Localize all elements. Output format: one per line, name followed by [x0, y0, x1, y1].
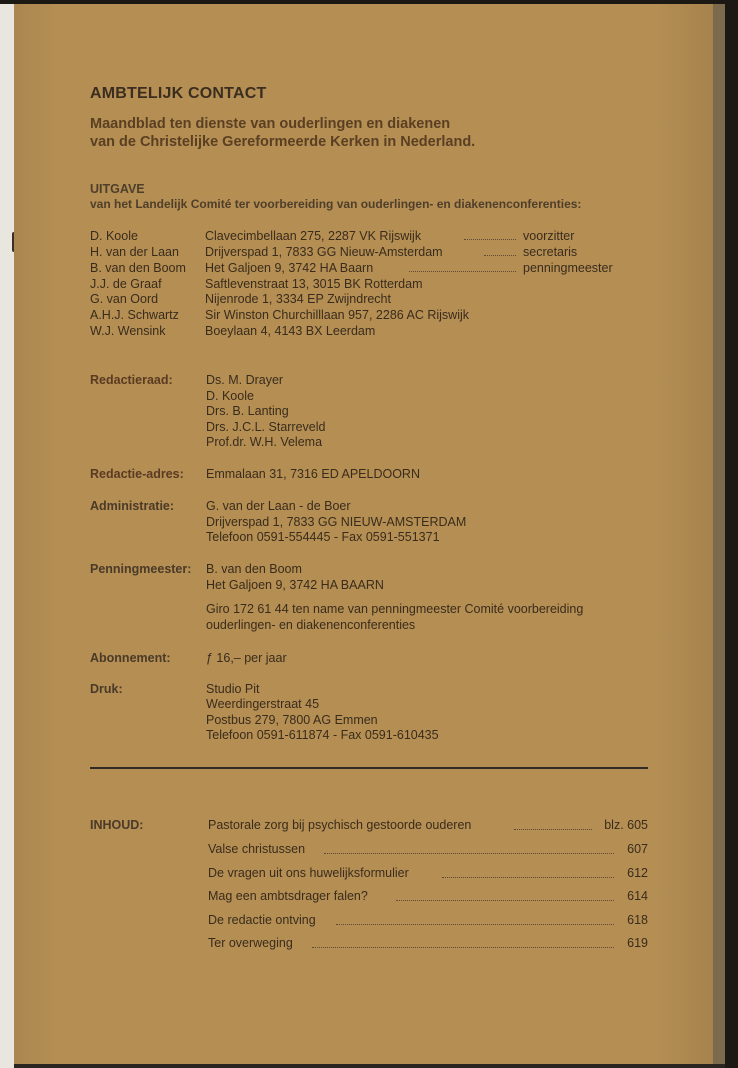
toc-item-title: Mag een ambtsdrager falen? [208, 889, 368, 903]
toc-item-page: 614 [627, 889, 648, 903]
member-address: Boeylaan 4, 4143 BX Leerdam [205, 324, 376, 338]
member-name: D. Koole [90, 229, 138, 243]
member-role: secretaris [523, 245, 578, 259]
druk-line: Weerdingerstraat 45 [206, 697, 320, 711]
giro-line: Giro 172 61 44 ten name van penningmeester Comité voorbereiding [206, 602, 584, 616]
left-page-edge [0, 0, 14, 1068]
member-name: B. van den Boom [90, 261, 186, 275]
redactieraad-member: Drs. J.C.L. Starreveld [206, 420, 326, 434]
redactie-adres-label: Redactie-adres: [90, 467, 184, 481]
member-name: W.J. Wensink [90, 324, 166, 338]
toc-item-title: Pastorale zorg bij psychisch gestoorde ouderen [208, 818, 472, 832]
toc-item-page: 607 [627, 842, 648, 856]
redactieraad-member: Ds. M. Drayer [206, 373, 284, 387]
leader-dots [514, 829, 592, 830]
redactieraad-member: D. Koole [206, 389, 254, 403]
administratie-line: G. van der Laan - de Boer [206, 499, 351, 513]
member-name: G. van Oord [90, 292, 159, 306]
druk-label: Druk: [90, 682, 123, 696]
toc-item-title: De redactie ontving [208, 913, 316, 927]
druk-line: Telefoon 0591-611874 - Fax 0591-610435 [206, 728, 439, 742]
member-name: H. van der Laan [90, 245, 179, 259]
toc-item-page: 618 [627, 913, 648, 927]
leader-dots [396, 900, 614, 901]
masthead-subtitle-1: Maandblad ten dienste van ouderlingen en diakenen [90, 116, 451, 132]
member-address: Sir Winston Churchilllaan 957, 2286 AC Rijswijk [205, 308, 470, 322]
member-address: Het Galjoen 9, 3742 HA Baarn [205, 261, 374, 275]
member-address: Clavecimbellaan 275, 2287 VK Rijswijk [205, 229, 422, 243]
penningmeester-line: Het Galjoen 9, 3742 HA BAARN [206, 578, 384, 592]
leader-dots [312, 947, 614, 948]
druk-line: Postbus 279, 7800 AG Emmen [206, 713, 378, 727]
member-name: J.J. de Graaf [90, 277, 162, 291]
leader-dots [324, 853, 614, 854]
member-role: penningmeester [523, 261, 613, 275]
inhoud-label: INHOUD: [90, 818, 144, 832]
publisher-subheading: van het Landelijk Comité ter voorbereiding van ouderlingen- en diakenenconferenties: [90, 197, 582, 211]
member-name: A.H.J. Schwartz [90, 308, 179, 322]
right-shadow [725, 0, 738, 1068]
redactieraad-member: Drs. B. Lanting [206, 404, 289, 418]
leader-dots [409, 271, 516, 272]
toc-item-page: blz. 605 [604, 818, 648, 832]
toc-item-page: 612 [627, 866, 648, 880]
administratie-line: Telefoon 0591-554445 - Fax 0591-551371 [206, 530, 440, 544]
giro-line: ouderlingen- en diakenenconferenties [206, 618, 416, 632]
redactie-adres-value: Emmalaan 31, 7316 ED APELDOORN [206, 467, 420, 481]
divider-rule [90, 767, 648, 769]
toc-item-title: De vragen uit ons huwelijksformulier [208, 866, 409, 880]
member-address: Nijenrode 1, 3334 EP Zwijndrecht [205, 292, 391, 306]
publisher-heading: UITGAVE [90, 182, 145, 196]
masthead-title: AMBTELIJK CONTACT [90, 85, 267, 102]
redactieraad-member: Prof.dr. W.H. Velema [206, 435, 323, 449]
penningmeester-label: Penningmeester: [90, 562, 192, 576]
penningmeester-line: B. van den Boom [206, 562, 302, 576]
member-address: Saftlevenstraat 13, 3015 BK Rotterdam [205, 277, 423, 291]
leader-dots [464, 239, 516, 240]
abonnement-value: ƒ 16,– per jaar [206, 651, 287, 665]
administratie-line: Drijverspad 1, 7833 GG NIEUW-AMSTERDAM [206, 515, 467, 529]
member-role: voorzitter [523, 229, 575, 243]
toc-item-title: Valse christussen [208, 842, 306, 856]
member-address: Drijverspad 1, 7833 GG Nieuw-Amsterdam [205, 245, 443, 259]
masthead-subtitle-2: van de Christelijke Gereformeerde Kerken in Nederland. [90, 134, 476, 150]
abonnement-label: Abonnement: [90, 651, 171, 665]
leader-dots [484, 255, 516, 256]
leader-dots [336, 924, 614, 925]
toc-item-page: 619 [627, 936, 648, 950]
redactieraad-label: Redactieraad: [90, 373, 173, 387]
administratie-label: Administratie: [90, 499, 175, 513]
right-page-edge [713, 4, 725, 1064]
leader-dots [442, 877, 614, 878]
druk-line: Studio Pit [206, 682, 260, 696]
toc-item-title: Ter overweging [208, 936, 293, 950]
